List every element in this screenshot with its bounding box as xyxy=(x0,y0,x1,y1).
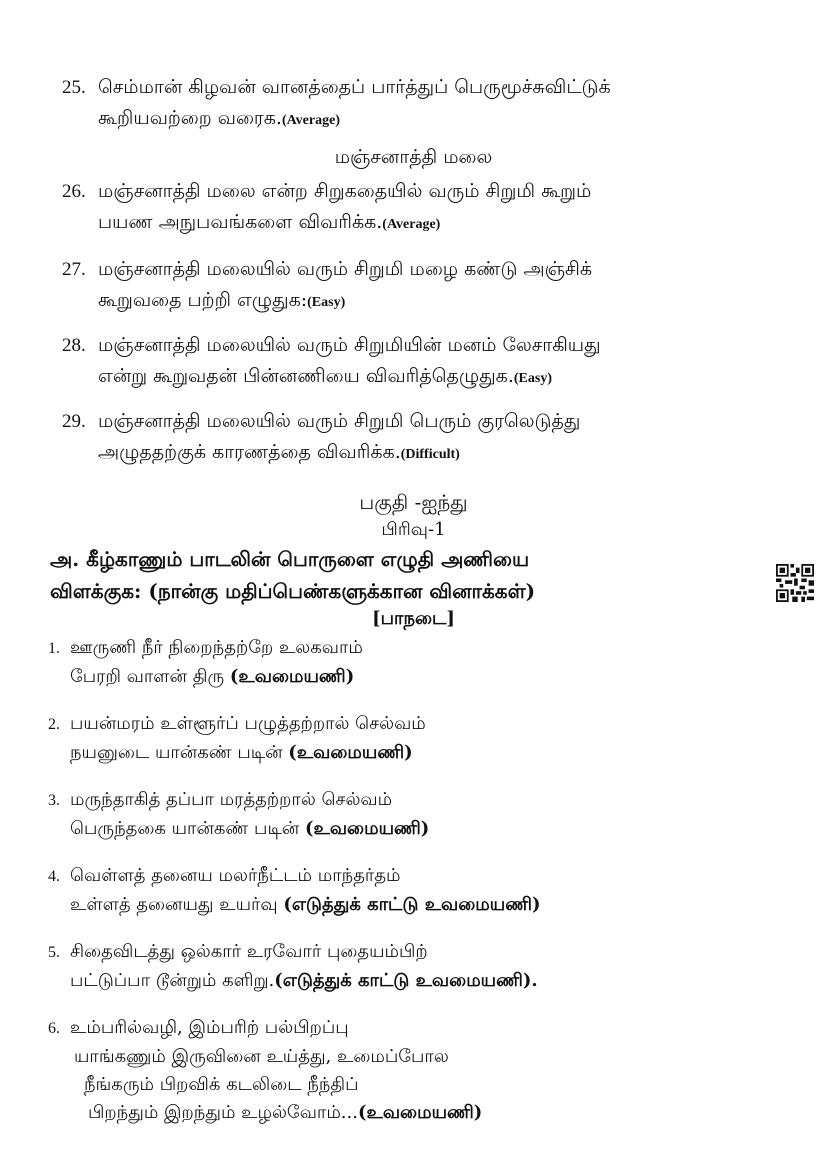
question-number: 25. xyxy=(62,77,86,98)
poem-number: 3. xyxy=(48,792,60,809)
poem-line: பேரறி வாளன் திரு xyxy=(70,666,225,687)
question-26 xyxy=(62,176,782,240)
part-title: பகுதி -ஐந்து xyxy=(359,490,468,514)
question-25 xyxy=(62,72,782,136)
question-27 xyxy=(62,254,782,318)
difficulty-label: (Average) xyxy=(382,217,441,232)
poem-line: பெருந்தகை யான்கண் படின் xyxy=(70,818,300,839)
difficulty-label: (Easy) xyxy=(513,371,552,386)
poem-number: 5. xyxy=(48,944,60,961)
question-number: 27. xyxy=(62,259,86,280)
question-number: 28. xyxy=(62,335,86,356)
section-subheading: மஞ்சனாத்தி மலை xyxy=(334,146,493,168)
poem-3 xyxy=(48,786,768,843)
question-text-cont: கூறியவற்றை வரைக. xyxy=(98,107,282,129)
figure-of-speech: (எடுத்துக் காட்டு உவமையணி). xyxy=(274,970,538,991)
poem-line: நீங்கரும் பிறவிக் கடலிடை நீந்திப் xyxy=(84,1074,359,1095)
question-text-cont: கூறுவதை பற்றி எழுதுக: xyxy=(98,289,308,311)
figure-of-speech: (உவமையணி) xyxy=(357,1102,483,1123)
difficulty-label: (Difficult) xyxy=(400,447,460,462)
question-text-cont: அழுததற்குக் காரணத்தை விவரிக்க. xyxy=(98,441,401,463)
figure-of-speech: (எடுத்துக் காட்டு உவமையணி) xyxy=(283,894,541,915)
question-number: 26. xyxy=(62,181,86,202)
question-text: மஞ்சனாத்தி மலையில் வரும் சிறுமி மழை கண்டு அஞ்சிக் xyxy=(98,258,593,280)
poem-line: உள்ளத் தனையது உயர்வு xyxy=(70,894,278,915)
poem-line: மருந்தாகித் தப்பா மரத்தற்றால் செல்வம் xyxy=(70,789,393,810)
question-text: மஞ்சனாத்தி மலையில் வரும் சிறுமி பெரும் குரலெடுத்து xyxy=(98,410,581,432)
poem-line: ஊருணி நீர் நிறைந்தற்றே உலகவாம் xyxy=(70,637,363,658)
poem-line: சிதைவிடத்து ஒல்கார் உரவோர் புதையம்பிற் xyxy=(70,941,428,962)
poem-6 xyxy=(48,1014,768,1127)
instruction xyxy=(50,543,750,607)
poem-line: பயன்மரம் உள்ளூர்ப் பழுத்தற்றால் செல்வம் xyxy=(70,713,426,734)
poem-line: பிறந்தும் இறந்தும் உழல்வோம்... xyxy=(88,1102,358,1123)
poem-number: 4. xyxy=(48,868,60,885)
question-text-cont: என்று கூறுவதன் பின்னணியை விவரித்தெழுதுக. xyxy=(98,365,514,387)
difficulty-label: (Average) xyxy=(281,113,340,128)
figure-of-speech: (உவமையணி) xyxy=(304,818,430,839)
source-label: [பாநடை] xyxy=(372,608,455,629)
question-text-cont: பயண அநுபவங்களை விவரிக்க. xyxy=(98,211,383,233)
poem-number: 6. xyxy=(48,1020,60,1037)
question-number: 29. xyxy=(62,411,86,432)
poem-5 xyxy=(48,938,768,995)
instruction-line-1: அ. கீழ்காணும் பாடலின் பொருளை எழுதி அணியை xyxy=(50,547,530,571)
instruction-line-2: விளக்குக: (நான்கு மதிப்பெண்களுக்கான வினாக்கள்) xyxy=(50,579,536,603)
poem-line: நயனுடை யான்கண் படின் xyxy=(70,742,283,763)
poem-line: உம்பரில்வழி, இம்பரிற் பல்பிறப்பு xyxy=(70,1017,349,1038)
question-28 xyxy=(62,330,782,394)
figure-of-speech: (உவமையணி) xyxy=(229,666,355,687)
division-title: பிரிவு-1 xyxy=(381,519,446,540)
poem-number: 1. xyxy=(48,640,60,657)
poem-line: யாங்கணும் இருவினை உய்த்து, உமைப்போல xyxy=(74,1046,449,1067)
poem-1 xyxy=(48,634,768,691)
question-text: செம்மான் கிழவன் வானத்தைப் பார்த்துப் பெருமூச்சுவிட்டுக் xyxy=(98,76,611,98)
figure-of-speech: (உவமையணி) xyxy=(288,742,413,763)
question-text: மஞ்சனாத்தி மலையில் வரும் சிறுமியின் மனம் லேசாகியது xyxy=(98,334,601,356)
question-text: மஞ்சனாத்தி மலை என்ற சிறுகதையில் வரும் சிறுமி கூறும் xyxy=(98,180,592,202)
poem-line: பட்டுப்பா டூன்றும் களிறு. xyxy=(70,970,275,991)
poem-4 xyxy=(48,862,768,919)
poem-line: வெள்ளத் தனைய மலர்நீட்டம் மாந்தர்தம் xyxy=(70,865,401,886)
question-29 xyxy=(62,406,782,470)
poem-2 xyxy=(48,710,768,767)
difficulty-label: (Easy) xyxy=(307,295,346,310)
poem-number: 2. xyxy=(48,716,60,733)
qr-code-icon xyxy=(776,564,814,602)
